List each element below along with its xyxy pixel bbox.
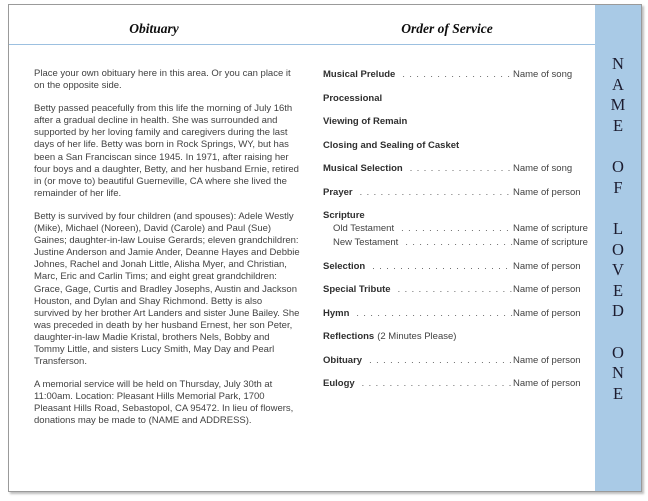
- service-item-label: Closing and Sealing of Casket: [323, 139, 460, 151]
- banner-word: [612, 219, 624, 322]
- name-of-loved-one-banner: [595, 5, 641, 491]
- service-row: [323, 140, 589, 151]
- dotted-leader: [394, 223, 513, 234]
- banner-letter: V: [612, 260, 624, 279]
- dotted-leader: [362, 355, 513, 366]
- banner-word: [612, 157, 624, 198]
- dotted-leader: [395, 69, 513, 80]
- service-row: [323, 308, 589, 319]
- dotted-leader: [391, 284, 513, 295]
- service-item-label: Prayer: [323, 186, 353, 198]
- obituary-paragraph: Betty is survived by four children (and spouses): Adele Westly (Mike), Michael (Noreen), David (Carole) and Paul (Sue) Gaines; daughter-in-law Louise Gerards; eleven grandchildren: Justine Anderson and Jamie Ander, Deanne Hayes and Debbie Johnes, Rachel and Jonah Little, Alisha Myer, and Christian, Marc, Eric and Carlin Tims; and eight great grandchildren: Grace, Gage, Curtis and Bradley Josephs, Austin and Jackson Houston, and Dylan and Shay Richmond. Betty is also survived by her brother Art Landers and sister June Bailey. She was preceded in death by her husband Ernest, her son Peter, daughter-in-law Madie Kristal, brothers Nels, Bobby and Tommy Little, and sisters Lucy Smith, May Day and Pearl Transferson.: [34, 210, 300, 368]
- service-row: [323, 69, 589, 80]
- service-item-label: Old Testament: [333, 223, 395, 234]
- banner-word: [611, 54, 626, 136]
- page-header: [9, 5, 595, 44]
- service-row: [323, 93, 589, 104]
- service-item-value: Name of person: [513, 260, 581, 272]
- service-item-label: Reflections: [323, 331, 375, 342]
- service-item: [323, 308, 589, 319]
- service-item: [323, 378, 589, 389]
- banner-letter: M: [610, 95, 626, 114]
- service-item-value: Name of person: [513, 354, 581, 366]
- service-item-label: New Testament: [333, 236, 399, 248]
- order-of-service-column: [323, 69, 589, 402]
- service-item-value: Name of scripture: [513, 236, 588, 248]
- service-sub-item: [323, 237, 589, 249]
- banner-letter: N: [612, 363, 624, 382]
- service-item-note: (2 Minutes Please): [377, 331, 457, 342]
- banner-letter: A: [612, 74, 624, 94]
- service-sub-item: [323, 223, 589, 235]
- service-item-value: Name of song: [513, 163, 573, 174]
- service-row: [323, 355, 589, 366]
- dotted-leader: [349, 308, 513, 319]
- service-item-value: Name of scripture: [513, 223, 588, 234]
- obituary-section-title: Obituary: [129, 21, 179, 36]
- order-of-service-section-title: Order of Service: [401, 21, 493, 36]
- service-item-label: Obituary: [323, 354, 363, 366]
- service-row: [323, 331, 589, 342]
- service-item: [323, 331, 589, 342]
- banner-letter: O: [612, 239, 624, 259]
- service-row: [323, 116, 589, 127]
- service-item-value: Name of person: [513, 284, 581, 295]
- dotted-leader: [355, 378, 513, 389]
- dotted-leader: [365, 261, 513, 272]
- service-item-label: Processional: [323, 92, 383, 104]
- service-sub-items: [323, 223, 589, 248]
- service-item: [323, 116, 589, 127]
- service-item-label: Special Tribute: [323, 284, 391, 295]
- obituary-paragraph: Betty passed peacefully from this life the morning of July 16th after a gradual decline in health. She was surrounded and supported by her loving family and caregivers during the last days of her life. Betty was born in Rock Springs, WY, but has been a San Franciscan since 1945. In 1971, after raising her four boys and a daughter, Betty, and her husband Ernie, retired in (or move to) beautiful Guerneville, CA where she lived the remainder of her life.: [34, 103, 299, 199]
- obituary-text-column: [34, 68, 300, 439]
- service-row: [323, 163, 589, 174]
- dotted-leader: [398, 237, 513, 248]
- service-item-label: Musical Prelude: [323, 69, 396, 80]
- banner-letter: E: [612, 280, 624, 300]
- service-item: [323, 284, 589, 295]
- service-item-value: Name of song: [513, 69, 573, 80]
- banner-letter: D: [612, 301, 624, 320]
- program-page: [8, 4, 642, 492]
- banner-letter: L: [612, 219, 624, 238]
- dotted-leader: [353, 187, 513, 198]
- obituary-paragraph: Place your own obituary here in this area. Or you can place it on the opposite side.: [34, 68, 291, 92]
- service-item-value: Name of person: [513, 378, 581, 389]
- service-row: [323, 187, 589, 198]
- service-item: [323, 261, 589, 272]
- service-item: [323, 93, 589, 104]
- service-item-value: Name of person: [513, 186, 581, 198]
- banner-letter: N: [612, 54, 624, 73]
- banner-letter: E: [612, 115, 624, 135]
- service-item-label: Musical Selection: [323, 163, 403, 174]
- obituary-paragraph: A memorial service will be held on Thursday, July 30th at 11:00am. Location: Pleasant Hills Memorial Park, 1700 Pleasant Hills Road, Sebastopol, CA 95472. In lieu of flowers, donations may be made to (NAME and ADDRESS).: [34, 379, 294, 427]
- service-item-label: Selection: [323, 260, 366, 272]
- service-item: [323, 210, 589, 221]
- service-row: [323, 261, 589, 272]
- service-item: [323, 140, 589, 151]
- banner-letter: E: [612, 383, 624, 403]
- service-item-label: Eulogy: [323, 378, 355, 389]
- service-item-label: Hymn: [323, 307, 350, 319]
- service-item: [323, 69, 589, 80]
- service-item-value: Name of person: [513, 307, 581, 319]
- header-divider-line: [9, 44, 595, 45]
- service-row: [323, 378, 589, 389]
- banner-letter: O: [612, 157, 624, 176]
- service-row: [323, 210, 589, 248]
- dotted-leader: [403, 163, 513, 174]
- service-row: [323, 284, 589, 295]
- service-item: [323, 355, 589, 366]
- banner-letter: F: [613, 177, 623, 197]
- service-item: [323, 187, 589, 198]
- service-item-label: Scripture: [323, 210, 365, 221]
- banner-word: [612, 343, 624, 405]
- service-item-label: Viewing of Remain: [323, 116, 408, 127]
- service-item: [323, 163, 589, 174]
- banner-letter: O: [612, 342, 624, 362]
